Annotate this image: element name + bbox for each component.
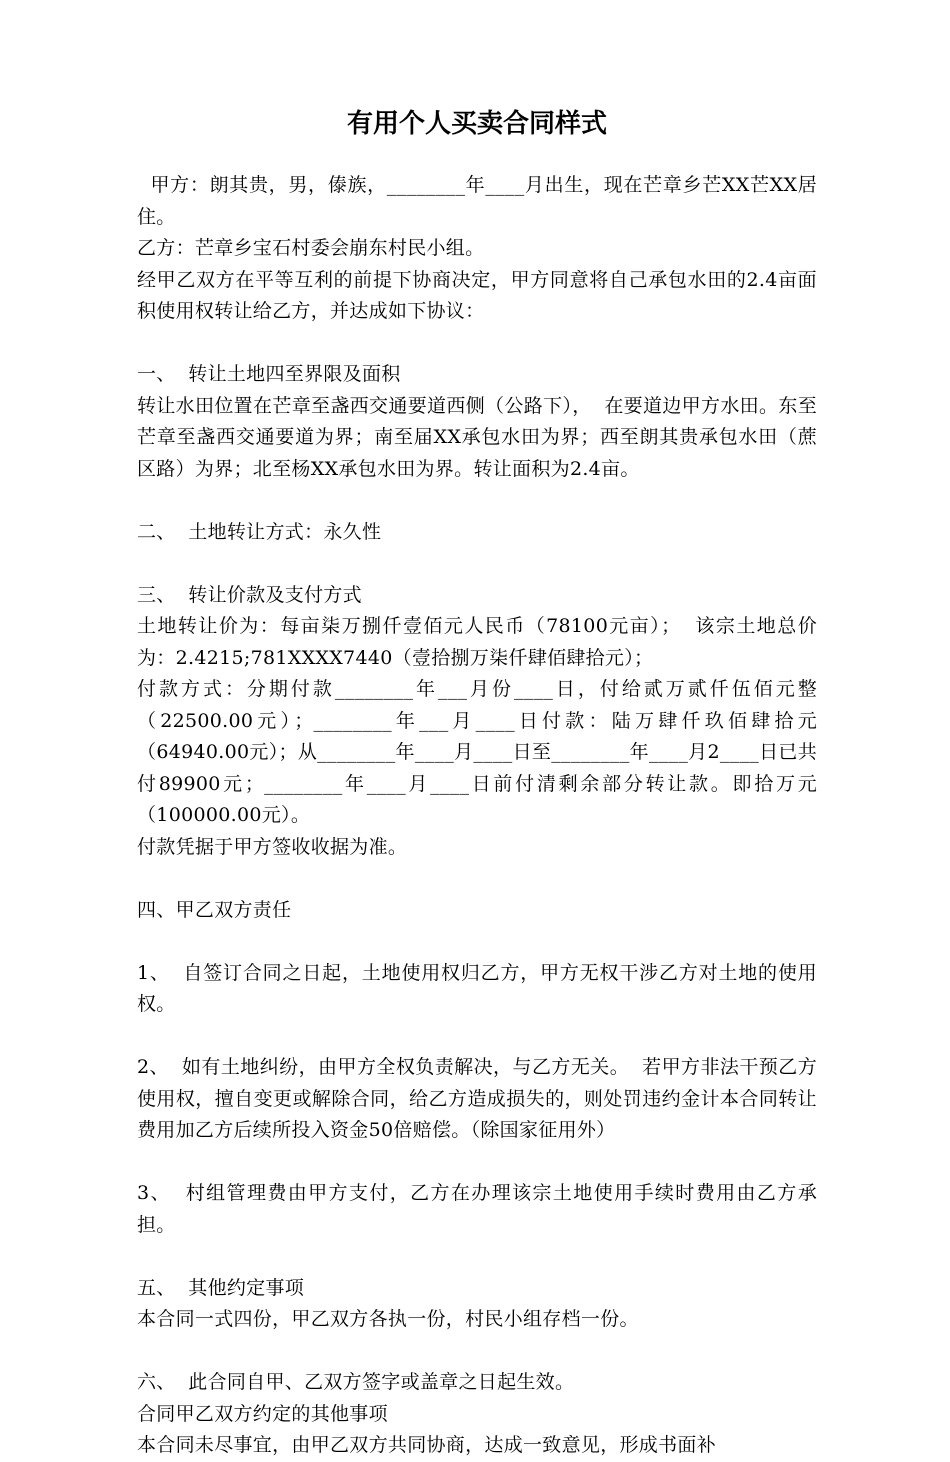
paragraph: 三、 转让价款及支付方式: [137, 583, 362, 606]
paragraph: 经甲乙双方在平等互利的前提下协商决定，甲方同意将自己承包水田的2.4亩面积使用权转让给乙方，并达成如下协议：: [137, 268, 817, 322]
paragraph: 甲方：朗其贵，男，傣族，________年____月出生，现在芒章乡芒XX芒XX居住。: [137, 174, 817, 228]
blank-line: [137, 863, 817, 895]
paragraph: 五、 其他约定事项: [137, 1276, 305, 1299]
paragraph: 2、 如有土地纠纷，由甲方全权负责解决，与乙方无关。 若甲方非法干预乙方使用权，擅自变更或解除合同，给乙方造成损失的，则处罚违约金计本合同转让费用加乙方后续所投入资金50倍赔偿。（除国家征用外）: [137, 1056, 817, 1141]
paragraph: 本合同一式四份，甲乙双方各执一份，村民小组存档一份。: [137, 1308, 639, 1330]
blank-line: [137, 1147, 817, 1179]
paragraph: 一、 转让土地四至界限及面积: [137, 363, 401, 385]
document-body: [137, 170, 817, 1462]
paragraph: 1、 自签订合同之日起，土地使用权归乙方，甲方无权干涉乙方对土地的使用权。: [137, 961, 817, 1015]
paragraph: 合同甲乙双方约定的其他事项: [137, 1402, 388, 1425]
paragraph: 四、甲乙双方责任: [137, 898, 292, 921]
paragraph: 3、 村组管理费由甲方支付，乙方在办理该宗土地使用手续时费用由乙方承担。: [137, 1182, 817, 1236]
paragraph: 二、 土地转让方式：永久性: [137, 520, 382, 543]
paragraph: 付款凭据于甲方签收收据为准。: [137, 835, 408, 858]
paragraph: 本合同未尽事宜，由甲乙双方共同协商，达成一致意见，形成书面补: [137, 1434, 717, 1456]
blank-line: [137, 485, 817, 517]
paragraph: 付款方式：分期付款________年___月份____日，付给贰万贰仟伍佰元整（22500.00元）；________年___月____日付款：陆万肆仟玖佰肆拾元（64940.00元）；从________年____月____日至________年____月2____日已共付89900元；________年____月____日前付清剩余部分转让款。即拾万元（100000.00元）。: [137, 678, 817, 826]
blank-line: [137, 1336, 817, 1368]
paragraph: 六、 此合同自甲、乙双方签字或盖章之日起生效。: [137, 1371, 575, 1393]
blank-line: [137, 1021, 817, 1053]
blank-line: [137, 926, 817, 958]
blank-line: [137, 1241, 817, 1273]
paragraph: 乙方：芒章乡宝石村委会崩东村民小组。: [137, 237, 485, 259]
blank-line: [137, 328, 817, 360]
paragraph: 土地转让价为：每亩柒万捌仟壹佰元人民币（78100元亩）； 该宗土地总价为：2.4215;781XXXX7440（壹拾捌万柒仟肆佰肆拾元）；: [137, 615, 817, 669]
paragraph: 转让水田位置在芒章至盏西交通要道西侧（公路下）， 在要道边甲方水田。东至芒章至盏西交通要道为界；南至届XX承包水田为界；西至朗其贵承包水田（蔗区路）为界；北至杨XX承包水田为界。转让面积为2.4亩。: [137, 394, 817, 480]
document-title: 有用个人买卖合同样式: [346, 109, 607, 139]
blank-line: [137, 548, 817, 580]
